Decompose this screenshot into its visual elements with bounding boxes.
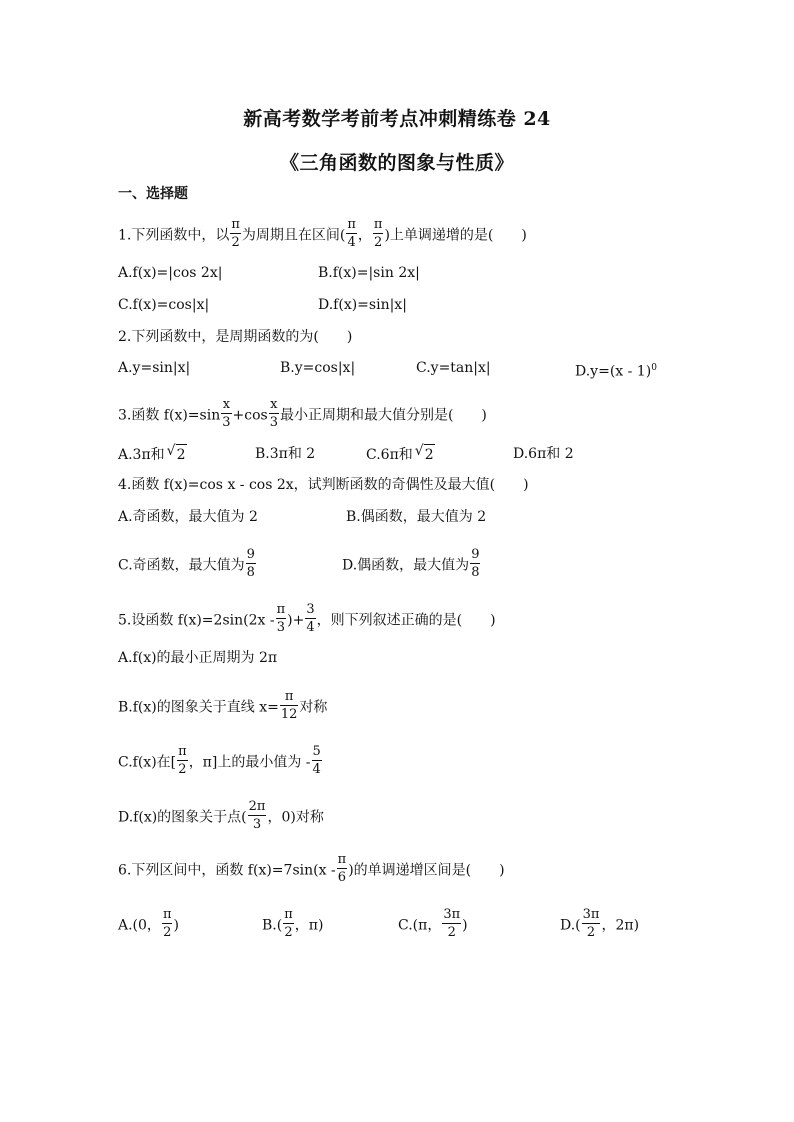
question-6-stem: 6.下列区间中，函数 f(x)=7sin(x - $\frac{\pi}{6}$ )的单调递增区间是( ) — [118, 852, 505, 885]
fraction: $\frac{\pi}{2}$ — [284, 907, 293, 940]
fraction: $\frac{2\pi}{3}$ — [248, 799, 266, 832]
sqrt-symbol: √ 2 — [424, 444, 435, 465]
fraction: $\frac{x}{3}$ — [269, 397, 278, 430]
option-b[interactable]: B.y=cos|x| — [280, 360, 356, 376]
fraction: $\frac{9}{8}$ — [471, 547, 480, 580]
fraction: $\frac{\pi}{2}$ — [162, 907, 172, 940]
option-a[interactable]: A.奇函数，最大值为 2 — [118, 509, 258, 525]
fraction: $\frac{\pi}{3}$ — [276, 602, 286, 635]
option-c[interactable]: C.f(x)=cos|x| — [118, 297, 210, 313]
question-5-option-b[interactable]: B.f(x)的图象关于直线 x= $\frac{\pi}{12}$ 对称 — [118, 689, 328, 722]
question-5-option-d[interactable]: D.f(x)的图象关于点( $\frac{2\pi}{3}$ ，0)对称 — [118, 799, 324, 832]
option-d[interactable]: D.6π和 2 — [513, 446, 574, 462]
option-a[interactable]: A.f(x)=|cos 2x| — [118, 265, 223, 281]
question-5-option-c[interactable]: C.f(x)在[ $\frac{\pi}{2}$ ，π]上的最小值为 - $\frac{5}{4}$ — [118, 744, 321, 777]
option-a[interactable]: A.3π和√ 2 — [118, 444, 187, 465]
fraction: $\frac{\pi}{6}$ — [337, 852, 347, 885]
fraction: $\frac{\pi}{2}$ — [178, 744, 187, 777]
question-4-stem: 4.函数 f(x)=cos x - cos 2x，试判断函数的奇偶性及最大值( ) — [118, 477, 529, 493]
option-c[interactable]: C.奇函数，最大值为 $\frac{9}{8}$ — [118, 547, 255, 580]
fraction: $\frac{\pi}{2}$ — [231, 217, 240, 250]
fraction: $\frac{5}{4}$ — [312, 744, 321, 777]
option-a[interactable]: A.y=sin|x| — [118, 360, 191, 376]
option-c[interactable]: C.y=tan|x| — [416, 360, 491, 376]
option-b[interactable]: B.3π和 2 — [255, 446, 316, 462]
option-c[interactable]: C.(π， $\frac{3\pi}{2}$ ) — [398, 907, 468, 940]
fraction: $\frac{3\pi}{2}$ — [443, 907, 461, 940]
option-b[interactable]: B.f(x)=|sin 2x| — [318, 265, 420, 281]
fraction: $\frac{x}{3}$ — [222, 397, 231, 430]
fraction: $\frac{\pi}{2}$ — [373, 217, 383, 250]
option-b[interactable]: B.( $\frac{\pi}{2}$ ，π) — [262, 907, 324, 940]
sqrt-symbol: √ 2 — [176, 444, 187, 465]
option-b[interactable]: B.偶函数，最大值为 2 — [346, 509, 487, 525]
question-2-stem: 2.下列函数中，是周期函数的为( ) — [118, 329, 353, 345]
page-title: 新高考数学考前考点冲刺精练卷 24 — [243, 108, 551, 130]
option-d[interactable]: D.( $\frac{3\pi}{2}$ ，2π) — [560, 907, 640, 940]
fraction: $\frac{\pi}{12}$ — [280, 689, 298, 722]
question-5-stem: 5.设函数 f(x)=2sin(2x - $\frac{\pi}{3}$ )+ $\frac{3}{4}$ ，则下列叙述正确的是( ) — [118, 602, 496, 635]
question-1-stem: 1.下列函数中，以 $\frac{\pi}{2}$ 为周期且在区间( $\frac{\pi}{4}$ ， $\frac{\pi}{2}$ )上单调递增的是( ) — [118, 217, 527, 250]
fraction: $\frac{\pi}{4}$ — [347, 217, 356, 250]
section-heading: 一、选择题 — [118, 186, 188, 202]
option-a[interactable]: A.(0， $\frac{\pi}{2}$ ) — [118, 907, 179, 940]
option-c[interactable]: C.6π和√ 2 — [366, 444, 435, 465]
question-5-option-a[interactable]: A.f(x)的最小正周期为 2π — [118, 650, 278, 666]
fraction: $\frac{3}{4}$ — [306, 602, 315, 635]
question-3-stem: 3.函数 f(x)=sin $\frac{x}{3}$ +cos $\frac{x}{3}$ 最小正周期和最大值分别是( ) — [118, 397, 487, 430]
fraction: $\frac{3\pi}{2}$ — [582, 907, 600, 940]
page-subtitle: 《三角函数的图象与性质》 — [279, 152, 514, 174]
option-d[interactable]: D.偶函数，最大值为 $\frac{9}{8}$ — [342, 547, 480, 580]
option-d[interactable]: D.f(x)=sin|x| — [318, 297, 407, 313]
fraction: $\frac{9}{8}$ — [246, 547, 255, 580]
option-d[interactable]: D.y=(x - 1)$^0$ — [575, 363, 657, 380]
